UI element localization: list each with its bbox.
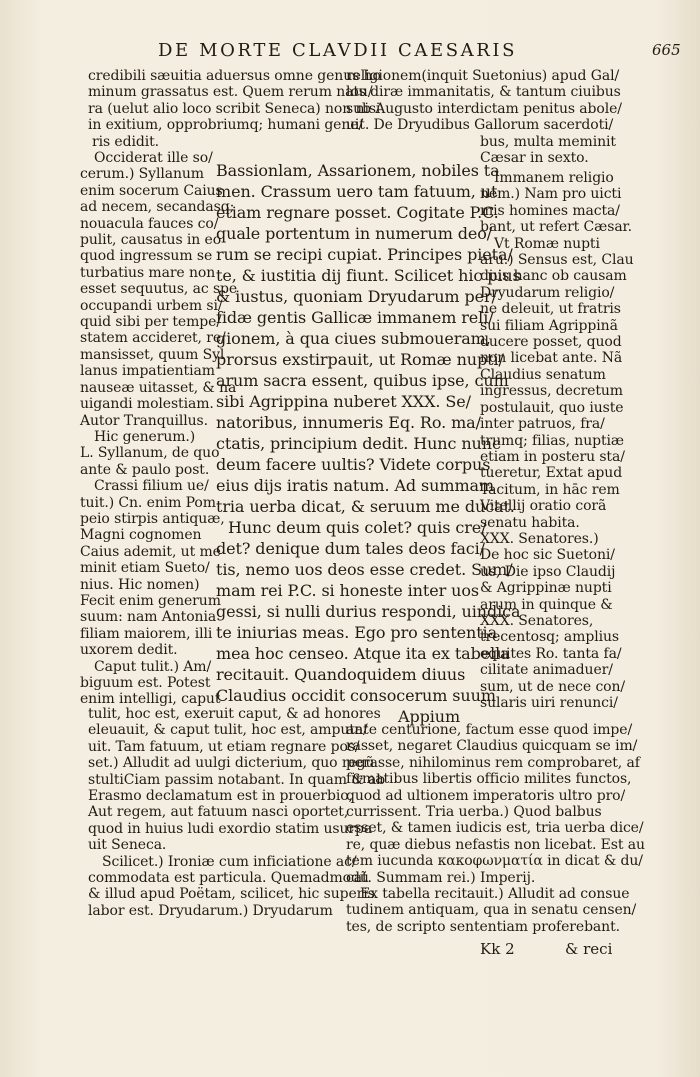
text-line: sum, ut de nece con/ <box>480 678 626 695</box>
text-line: eleuauit, & caput tulit, hoc est, amputa/ <box>88 722 368 739</box>
text-line: occupandi urbem si/ <box>80 297 223 314</box>
text-line: pulit, causatus in eo <box>80 232 222 249</box>
text-line: suum: nam Antonia <box>80 609 217 626</box>
text-line: mis homines macta/ <box>480 202 620 219</box>
text-line: esset, & tamen iudicis est, tria uerba dice/ <box>346 820 644 837</box>
text-line: ante & paulo post. <box>80 461 210 478</box>
text-line: Dryudarum religio/ <box>480 284 615 301</box>
text-line: Aut regem, aut fatuum nasci oportet, <box>88 804 349 821</box>
text-line: peio stirpis antiquæ, <box>80 510 225 527</box>
text-line: stultiCiam passim notabant. In quam & ab <box>88 771 386 788</box>
text-line: enim intelligi, caput <box>80 691 221 708</box>
text-line: Ex tabella recitauit.) Alludit ad consue <box>360 886 630 903</box>
text-line: Fecit enim generum <box>80 592 221 609</box>
text-line: Scilicet.) Ironiæ cum inficiatione ac/ <box>102 853 357 870</box>
text-line: tes, de scripto sententiam proferebant. <box>346 918 620 935</box>
text-line: turbatius mare non <box>80 264 216 281</box>
text-line: L. Syllanum, de quo <box>80 445 220 462</box>
text-line: Vt Romæ nupti <box>494 235 600 252</box>
text-line: religionem(inquit Suetonius) apud Gal/ <box>346 68 620 84</box>
text-line: Vitellij oratio corã <box>480 498 607 515</box>
commentary-top-left <box>88 68 381 150</box>
text-line: nius. Hic nomen) <box>80 576 200 593</box>
text-line: enim socerum Caius <box>80 182 223 199</box>
text-line: cerum.) Syllanum <box>80 166 204 183</box>
text-line: ducere posset, quod <box>480 334 622 351</box>
right-commentary-column <box>480 170 634 711</box>
text-line: te iniurias meas. Ego pro sententia <box>216 623 498 642</box>
text-line: Cæsar in sexto. <box>480 150 589 167</box>
text-line: dius hanc ob causam <box>480 268 627 285</box>
text-line: minum grassatus est. Quem rerum natu/ <box>88 84 373 101</box>
text-line: tria uerba dicat, & seruum me ducat. <box>216 497 515 516</box>
text-line: Occiderat ille so/ <box>94 150 213 166</box>
main-text-column <box>216 160 521 727</box>
text-line: biguum est. Potest <box>80 675 211 691</box>
commentary-top-right <box>346 68 622 167</box>
text-line: equites Ro. tanta fa/ <box>480 645 622 662</box>
text-line: firmatibus libertis officio milites functos, <box>346 771 632 788</box>
text-line: mam rei P.C. si honeste inter uos <box>216 581 479 600</box>
text-line: ctatis, principium dedit. Hunc nunc <box>216 434 501 453</box>
left-commentary-column <box>80 150 238 708</box>
text-line: uit Seneca. <box>88 837 167 854</box>
text-line: nauseæ uitasset, & na <box>80 379 237 396</box>
text-line: Hic generum.) <box>94 428 196 445</box>
page-number: 665 <box>652 41 681 59</box>
text-line: us, Die ipso Claudij <box>480 563 616 580</box>
text-line: minit etiam Sueto/ <box>80 560 210 577</box>
text-line: Caius ademit, ut me <box>80 543 221 560</box>
text-line: quod ad ultionem imperatoris ultro pro/ <box>346 787 626 804</box>
text-line: eius dijs iratis natum. Ad summam <box>216 476 495 495</box>
commentary-bottom-right <box>346 722 645 935</box>
text-line: XXX. Senatores.) <box>480 530 599 547</box>
text-line: arum in quinque & <box>480 596 613 613</box>
text-line: Caput tulit.) Am/ <box>94 658 212 675</box>
text-line: sub Augusto interdictam penitus abole/ <box>346 100 622 117</box>
text-line: lanus impatientiam <box>80 363 215 380</box>
text-line: tudinem antiquam, qua in senatu censen/ <box>346 902 637 919</box>
text-line: men. Crassum uero tam fatuum, ut <box>216 182 498 201</box>
text-line: aru.) Sensus est, Clau <box>480 252 634 269</box>
text-line: trumq; filias, nuptiæ <box>480 432 624 449</box>
text-line: quale portentum in numerum deo/ <box>216 224 493 243</box>
text-line: etiam in posteru sta/ <box>480 448 625 465</box>
text-line: tulit, hoc est, exeruit caput, & ad honores <box>88 706 381 722</box>
text-line: inter patruos, fra/ <box>480 416 605 433</box>
text-line: quod ingressum se <box>80 248 213 265</box>
text-line: senatu habita. <box>480 514 580 531</box>
text-line: & illud apud Poëtam, scilicet, hic superis <box>88 886 375 903</box>
text-line: mansisset, quum Syl <box>80 346 225 363</box>
text-line: Autor Tranquillus. <box>80 412 208 429</box>
text-line: sui filiam Agrippinã <box>480 317 618 334</box>
text-line: Magni cognomen <box>80 527 202 544</box>
text-line: recitauit. Quandoquidem diuus <box>216 665 466 684</box>
text-line: Tacitum, in hāc rem <box>480 481 620 498</box>
text-line: Bassionlam, Assarionem, nobiles ta <box>216 161 500 180</box>
text-line: cilitate animaduer/ <box>480 662 613 679</box>
text-line: statem accideret, re/ <box>80 330 226 347</box>
text-line: deum facere uultis? Videte corpus <box>216 455 491 474</box>
text-line: esset sequutus, ac spe <box>80 281 238 298</box>
text-line: nem.) Nam pro uicti <box>480 186 622 203</box>
text-line: rasset, negaret Claudius quicquam se im/ <box>346 738 638 755</box>
text-line: credibili sæuitia aduersus omne genus ho <box>88 68 381 84</box>
catchword: & reci <box>565 940 613 958</box>
text-line: tueretur, Extat apud <box>480 465 623 482</box>
text-line: & Agrippinæ nupti <box>480 580 612 597</box>
text-line: ad necem, secandasq; <box>80 199 235 216</box>
text-line: tem iucunda κακοφωνματία in dicat & du/ <box>346 853 643 870</box>
signature-mark: Kk 2 <box>480 940 515 958</box>
text-line: arum sacra essent, quibus ipse, cum <box>216 371 509 390</box>
running-head: DE MORTE CLAVDII CAESARIS <box>158 40 518 61</box>
text-line: in exitium, opprobriumq; humani gene/ <box>88 117 364 134</box>
text-line: det? denique dum tales deos faci/ <box>216 539 485 558</box>
text-line: bus, multa meminit <box>480 133 616 150</box>
text-line: etiam regnare posset. Cogitate P.C. <box>216 203 499 222</box>
text-line: quod in huius ludi exordio statim usurpa <box>88 820 373 837</box>
text-line: ris edidit. <box>92 133 159 150</box>
text-line: Claudius senatum <box>480 366 606 383</box>
text-line: filiam maiorem, illi <box>80 625 213 642</box>
text-line: Hunc deum quis colet? quis cre/ <box>228 518 487 537</box>
text-line: tis, nemo uos deos esse credet. Sum/ <box>216 560 513 579</box>
text-line: uxorem dedit. <box>80 642 178 659</box>
text-line: uigandi molestiam. <box>80 396 214 413</box>
text-line: Immanem religio <box>494 170 614 186</box>
text-line: postulauit, quo iuste <box>480 399 624 416</box>
text-line: & iustus, quoniam Dryudarum per/ <box>216 287 497 306</box>
text-line: De hoc sic Suetoni/ <box>480 547 615 564</box>
text-line: uit. De Dryudibus Gallorum sacerdoti/ <box>346 117 614 134</box>
text-line: rum se recipi cupiat. Principes pieta/ <box>216 245 513 264</box>
text-line: los diræ immanitatis, & tantum ciuibus <box>346 84 621 101</box>
text-line: trecentosq; amplius <box>480 629 619 646</box>
text-line: commodata est particula. Quemadmodũ <box>88 870 369 887</box>
text-line: set.) Alludit ad uulgi dicterium, quo regũ <box>88 755 375 772</box>
text-line: mea hoc censeo. Atque ita ex tabella <box>216 644 510 663</box>
text-line: ingressus, decretum <box>480 383 623 400</box>
text-line: quid sibi per tempe/ <box>80 314 221 331</box>
text-line: non licebat ante. Nã <box>480 350 623 367</box>
text-line: te, & iustitia dij fiunt. Scilicet hic pius <box>216 266 521 285</box>
commentary-bottom-left <box>88 706 386 919</box>
text-line: Appium <box>398 707 461 726</box>
text-line: ante centurione, factum esse quod impe/ <box>346 722 633 738</box>
text-line: labor est. Dryudarum.) Dryudarum <box>88 902 333 919</box>
text-line: prorsus exstirpauit, ut Romæ nupti/ <box>216 350 504 369</box>
text-line: ra (uelut alio loco scribit Seneca) non nisi <box>88 100 381 117</box>
text-line: currissent. Tria uerba.) Quod balbus <box>346 804 602 821</box>
text-line: fidæ gentis Gallicæ immanem reli/ <box>216 308 494 327</box>
text-line: gessi, si nulli durius respondi, uindica <box>216 602 521 621</box>
text-line: sibi Agrippina nuberet XXX. Se/ <box>216 392 471 411</box>
text-line: gionem, à qua ciues submoueram, <box>216 329 491 348</box>
text-line: uit. Tam fatuum, ut etiam regnare pos/ <box>88 738 360 755</box>
text-line: re, quæ diebus nefastis non licebat. Est au <box>346 836 645 853</box>
text-line: bant, ut refert Cæsar. <box>480 219 632 236</box>
text-line: Erasmo declamatum est in prouerbio, <box>88 788 353 805</box>
text-line: Claudius occidit consocerum suum <box>216 686 496 705</box>
text-line: XXX. Senatores, <box>480 612 594 629</box>
text-line: ne deleuit, ut fratris <box>480 301 621 318</box>
text-line: cat. Summam rei.) Imperij. <box>346 869 536 886</box>
text-line: sularis uiri renunci/ <box>480 695 618 711</box>
text-line: Crassi filium ue/ <box>94 478 209 495</box>
text-line: nouacula fauces co/ <box>80 215 219 232</box>
text-line: natoribus, innumeris Eq. Ro. ma/ <box>216 413 481 432</box>
text-line: tuit.) Cn. enim Pom <box>80 494 216 511</box>
text-line: perasse, nihilominus rem comprobaret, af <box>346 754 640 771</box>
